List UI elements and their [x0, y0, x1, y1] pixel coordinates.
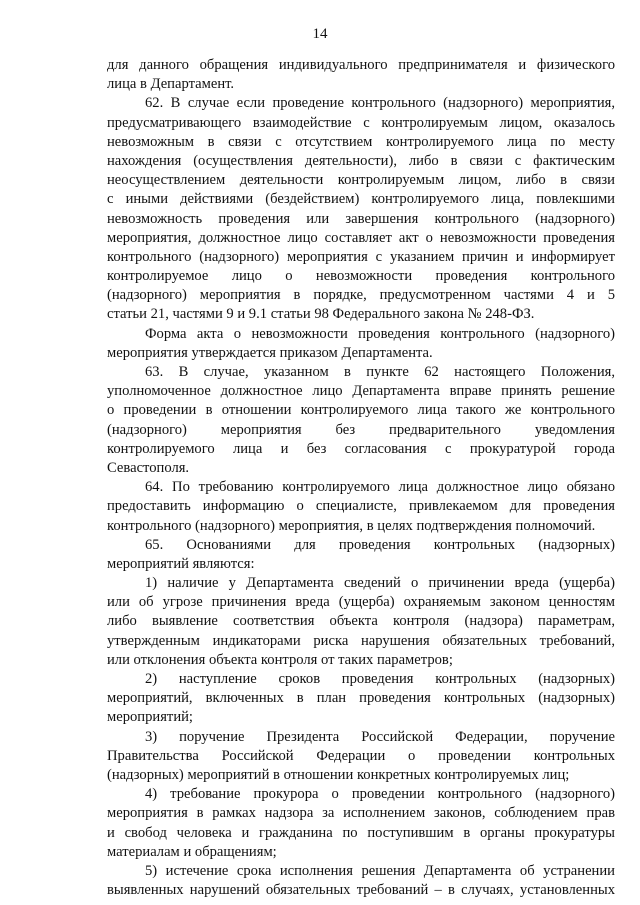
text-line: 63. В случае, указанном в пункте 62 настоящего Положения, — [145, 364, 615, 380]
text-line: выявленных нарушений обязательных требований – в случаях, установленных — [107, 882, 615, 899]
text-line: 5) истечение срока исполнения решения Департамента об устранении — [145, 862, 615, 879]
text-line: мероприятия в рамках надзора за исполнением законов, соблюдением прав — [107, 805, 615, 822]
text-line: 3) поручение Президента Российской Федерации, поручение — [145, 728, 615, 745]
text-line: мероприятий; — [107, 709, 193, 726]
text-line: уполномоченное должностное лицо Департамента вправе принять решение — [107, 383, 615, 400]
text-line: мероприятий являются: — [107, 555, 255, 572]
text-line: 2) наступление сроков проведения контрольных (надзорных) — [145, 671, 615, 687]
text-line: мероприятия, должностное лицо составляет акт о невозможности проведения — [107, 229, 615, 246]
text-line: материалам и обращениям; — [107, 843, 277, 860]
text-line: 64. По требованию контролируемого лица должностное лицо обязано — [145, 479, 615, 496]
text-line: нахождения (осуществления деятельности), либо в связи с фактическим — [107, 152, 615, 169]
text-line: невозможность проведения или завершения контрольного (надзорного) — [107, 210, 615, 227]
text-line: неосуществлением деятельности контролируемым лицом, либо в связи — [107, 172, 615, 189]
text-line: 65. Основаниями для проведения контрольных (надзорных) — [145, 536, 615, 553]
text-line: Форма акта о невозможности проведения контрольного (надзорного) — [145, 325, 615, 342]
text-line: мероприятий, включенных в план проведения контрольных (надзорных) — [107, 690, 615, 707]
text-line: утвержденным индикаторами риска нарушения обязательных требований, — [107, 632, 615, 649]
text-line: (надзорных) мероприятий в отношении конкретных контролируемых лиц; — [107, 766, 570, 783]
text-line: лица в Департамент. — [107, 76, 235, 93]
text-line: с иными действиями (бездействием) контролируемого лица, повлекшими — [107, 191, 615, 208]
text-line: Севастополя. — [107, 459, 190, 476]
text-line: Правительства Российской Федерации о проведении контрольных — [107, 747, 615, 764]
text-line: 62. В случае если проведение контрольного (надзорного) мероприятия, — [145, 95, 615, 112]
text-line: предоставить информацию о специалисте, привлекаемом для проведения — [107, 498, 615, 515]
text-line: контрольного (надзорного) мероприятия с указанием причин и информирует — [107, 248, 615, 265]
text-line: контролируемого лица и без согласования с прокуратурой города — [107, 440, 615, 457]
text-line: предусматривающего взаимодействие с контролируемым лицом, оказалось — [107, 114, 615, 131]
text-line: невозможным в связи с отсутствием контролируемого лица по месту — [107, 133, 615, 150]
text-line: контролируемое лицо о невозможности проведения контрольного — [107, 268, 615, 285]
body-text — [107, 56, 615, 900]
text-line: или отклонения объекта контроля от таких параметров; — [107, 651, 453, 668]
text-line: или об угрозе причинения вреда (ущерба) охраняемым законом ценностям — [107, 594, 615, 611]
text-line: статьи 21, частями 9 и 9.1 статьи 98 Федерального закона № 248-ФЗ. — [107, 306, 535, 323]
text-line: о проведении в отношении контролируемого лица такого же контрольного — [107, 402, 615, 419]
text-line: и свобод человека и гражданина по поступившим в органы прокуратуры — [107, 824, 615, 841]
text-line: мероприятия утверждается приказом Департамента. — [107, 344, 433, 361]
text-line: 1) наличие у Департамента сведений о причинении вреда (ущерба) — [145, 575, 615, 592]
text-line: (надзорного) мероприятия без предварительного уведомления — [107, 421, 615, 438]
text-line: для данного обращения индивидуального предпринимателя и физического — [107, 57, 615, 73]
text-line: (надзорного) мероприятия в порядке, предусмотренном частями 4 и 5 — [107, 287, 615, 304]
text-line: 4) требование прокурора о проведении контрольного (надзорного) — [145, 786, 615, 803]
text-line: либо выявление соответствия объекта контроля (надзора) параметрам, — [107, 613, 615, 630]
text-line: контрольного (надзорного) мероприятия, в целях подтверждения полномочий. — [107, 517, 596, 534]
page-number: 14 — [312, 26, 328, 42]
